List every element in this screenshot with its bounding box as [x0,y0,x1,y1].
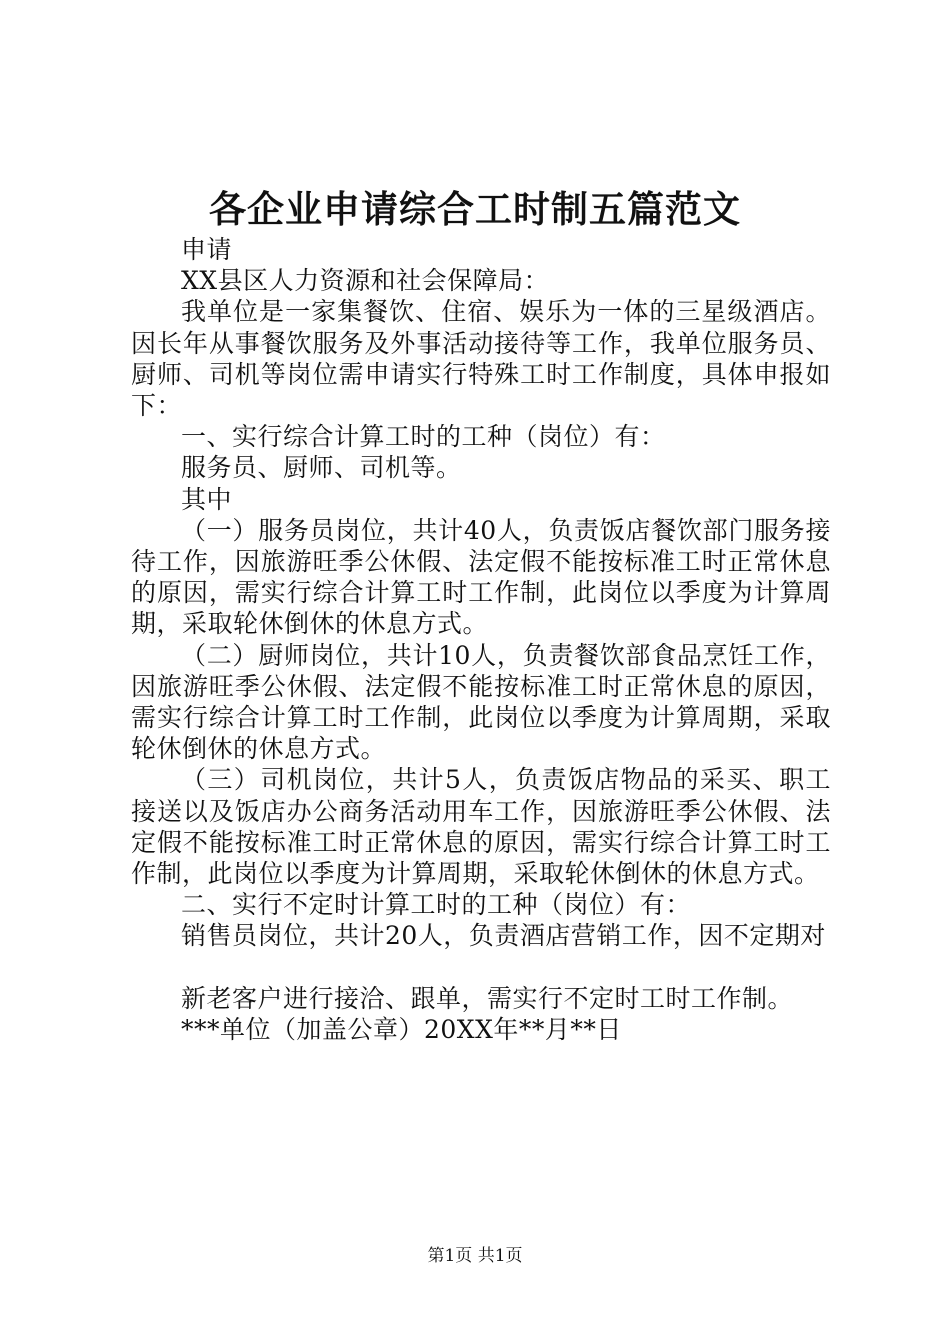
paragraph-among: 其中 [181,484,233,514]
paragraph-item-waiter: （一）服务员岗位，共计40人，负责饭店餐饮部门服务接待工作，因旅游旺季公休假、法定假不能按标准工时正常休息的原因，需实行综合计算工时工作制，此岗位以季度为计算周期，采取轮休倒休的休息方式。 [131,515,831,639]
document-title: 各企业申请综合工时制五篇范文 [209,187,741,231]
paragraph-item-driver: （三）司机岗位，共计5人，负责饭店物品的采买、职工接送以及饭店办公商务活动用车工作，因旅游旺季公休假、法定假不能按标准工时正常休息的原因，需实行综合计算工时工作制，此岗位以季度为计算周期，采取轮休倒休的休息方式。 [131,765,831,889]
paragraph-intro: 我单位是一家集餐饮、住宿、娱乐为一体的三星级酒店。因长年从事餐饮服务及外事活动接待等工作，我单位服务员、厨师、司机等岗位需申请实行特殊工时工作制度，具体申报如下： [131,297,831,421]
paragraph-sales-continued: 新老客户进行接洽、跟单，需实行不定时工时工作制。 [181,983,794,1013]
paragraph-signature: ***单位（加盖公章）20XX年**月**日 [181,1014,622,1044]
paragraph-sales: 销售员岗位，共计20人，负责酒店营销工作，因不定期对 [181,921,826,951]
paragraph-addressee: XX县区人力资源和社会保障局： [181,266,550,296]
paragraph-positions: 服务员、厨师、司机等。 [181,453,462,483]
paragraph-section-two: 二、实行不定时计算工时的工种（岗位）有： [181,890,692,920]
paragraph-heading: 申请 [181,235,233,264]
page-footer: 第1页 共1页 [427,1246,523,1266]
document-body [131,234,831,1045]
paragraph-section-one: 一、实行综合计算工时的工种（岗位）有： [181,422,666,452]
paragraph-item-chef: （二）厨师岗位，共计10人，负责餐饮部食品烹饪工作，因旅游旺季公休假、法定假不能按标准工时正常休息的原因，需实行综合计算工时工作制，此岗位以季度为计算周期，采取轮休倒休的休息方式。 [131,640,831,764]
